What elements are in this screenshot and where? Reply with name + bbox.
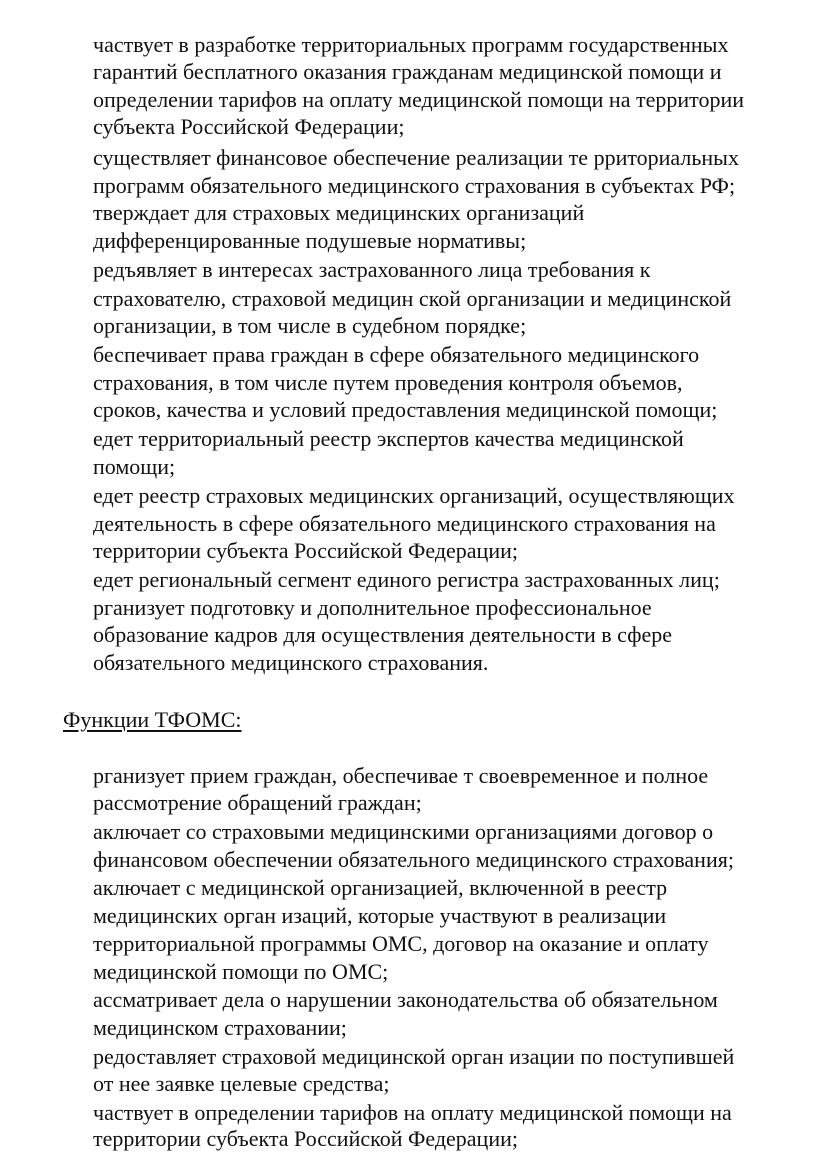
- text-line: финансовом обеспечении обязательного медицинского страхования;: [93, 847, 734, 872]
- text-line: субъекта Российской Федерации;: [93, 114, 405, 139]
- text-line: рганизует подготовку и дополнительное профессиональное: [93, 595, 652, 620]
- text-line: частвует в разработке территориальных программ государственных: [93, 32, 729, 57]
- text-line: дифференцированные подушевые нормативы;: [93, 228, 527, 253]
- text-line: территории субъекта Российской Федерации;: [93, 538, 518, 563]
- text-line: медицинском страховании;: [93, 1015, 347, 1040]
- text-line: ассматривает дела о нарушении законодательства об обязательном: [93, 987, 718, 1012]
- text-line: рганизует прием граждан, обеспечивае т своевременное и полное: [93, 763, 709, 788]
- text-line: территории субъекта Российской Федерации;: [93, 1126, 518, 1151]
- text-line: страхователю, страховой медицин ской организации и медицинской: [93, 286, 732, 311]
- text-line: организации, в том числе в судебном порядке;: [93, 313, 527, 338]
- text-line: аключает с медицинской организацией, включенной в реестр: [93, 875, 668, 900]
- text-line: тверждает для страховых медицинских организаций: [93, 200, 585, 225]
- text-line: гарантий бесплатного оказания гражданам медицинской помощи и: [93, 59, 722, 84]
- text-line: деятельность в сфере обязательного медицинского страхования на: [93, 511, 716, 536]
- text-line: помощи;: [93, 454, 176, 479]
- text-line: от нее заявке целевые средства;: [93, 1071, 390, 1096]
- text-line: программ обязательного медицинского страхования в субъектах РФ;: [93, 173, 736, 198]
- text-line: определении тарифов на оплату медицинской помощи на территории: [93, 87, 744, 112]
- text-line: частвует в определении тарифов на оплату медицинской помощи на: [93, 1100, 732, 1125]
- text-line: редъявляет в интересах застрахованного лица требования к: [93, 257, 651, 282]
- text-line: сроков, качества и условий предоставления медицинской помощи;: [93, 397, 718, 422]
- text-line: территориальной программы ОМС, договор на оказание и оплату: [93, 931, 709, 956]
- text-line: едет реестр страховых медицинских организаций, осуществляющих: [93, 483, 735, 508]
- text-line: страхования, в том числе путем проведения контроля объемов,: [93, 370, 683, 395]
- text-line: образование кадров для осуществления деятельности в сфере: [93, 622, 672, 647]
- text-line: едет территориальный реестр экспертов качества медицинской: [93, 426, 684, 451]
- text-line: существляет финансовое обеспечение реализации те рриториальных: [93, 145, 739, 170]
- text-line: медицинских орган изаций, которые участвуют в реализации: [93, 903, 667, 928]
- text-line: рассмотрение обращений граждан;: [93, 790, 422, 815]
- text-line: редоставляет страховой медицинской орган изации по поступившей: [93, 1044, 735, 1069]
- text-line: медицинской помощи по ОМС;: [93, 959, 389, 984]
- text-line: беспечивает права граждан в сфере обязательного медицинского: [93, 342, 700, 367]
- section-heading: Функции ТФОМС:: [63, 707, 242, 732]
- text-line: едет региональный сегмент единого регистра застрахованных лиц;: [93, 567, 720, 592]
- text-line: обязательного медицинского страхования.: [93, 650, 489, 675]
- text-line: аключает со страховыми медицинскими организациями договор о: [93, 819, 714, 844]
